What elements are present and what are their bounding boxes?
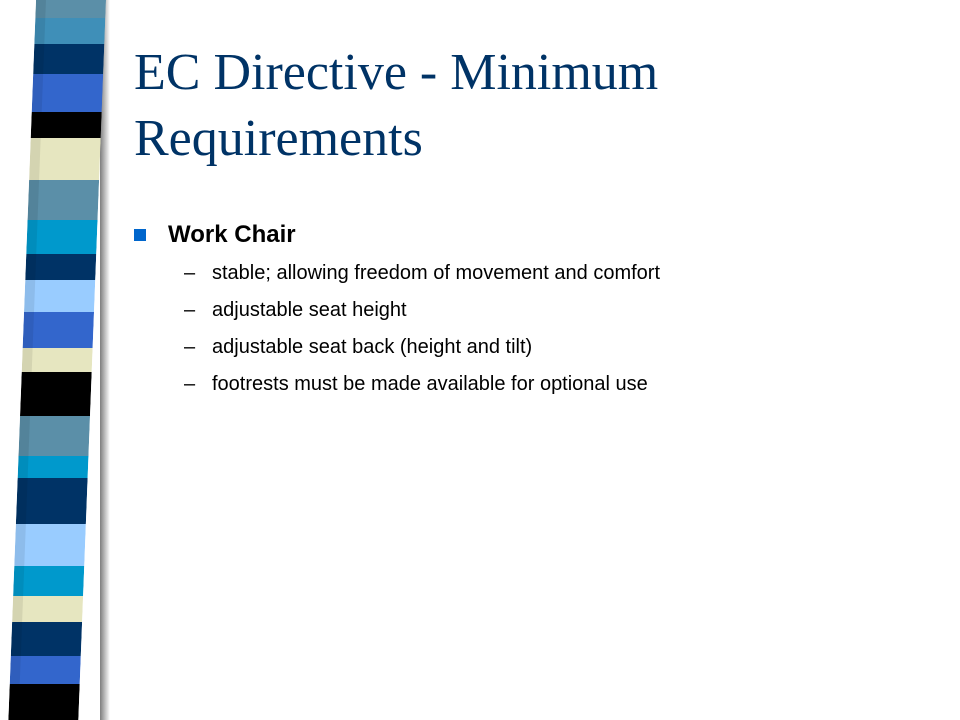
- square-bullet-icon: [134, 229, 146, 241]
- stripe-block: [35, 0, 106, 18]
- decorative-stripe: [8, 0, 106, 720]
- dash-marker: –: [184, 373, 196, 395]
- sub-bullet-text: adjustable seat back (height and tilt): [212, 336, 533, 358]
- sub-bullet-text: stable; allowing freedom of movement and comfort: [212, 262, 660, 284]
- sub-bullet-text: adjustable seat height: [212, 299, 407, 321]
- bullet-item: [134, 215, 914, 255]
- sub-bullet-item: [184, 255, 914, 292]
- sub-bullet-item: [184, 292, 914, 329]
- slide-content: [134, 215, 914, 403]
- sub-bullet-text: footrests must be made available for optional use: [212, 373, 648, 395]
- dash-marker: –: [184, 299, 196, 321]
- bullet-label: Work Chair: [168, 221, 296, 248]
- sub-bullet-item: [184, 366, 914, 403]
- sub-bullet-item: [184, 329, 914, 366]
- sub-bullet-list: [134, 255, 914, 403]
- dash-marker: –: [184, 262, 196, 284]
- dash-marker: –: [184, 336, 196, 358]
- slide-title: EC Directive - Minimum Requirements: [134, 44, 659, 167]
